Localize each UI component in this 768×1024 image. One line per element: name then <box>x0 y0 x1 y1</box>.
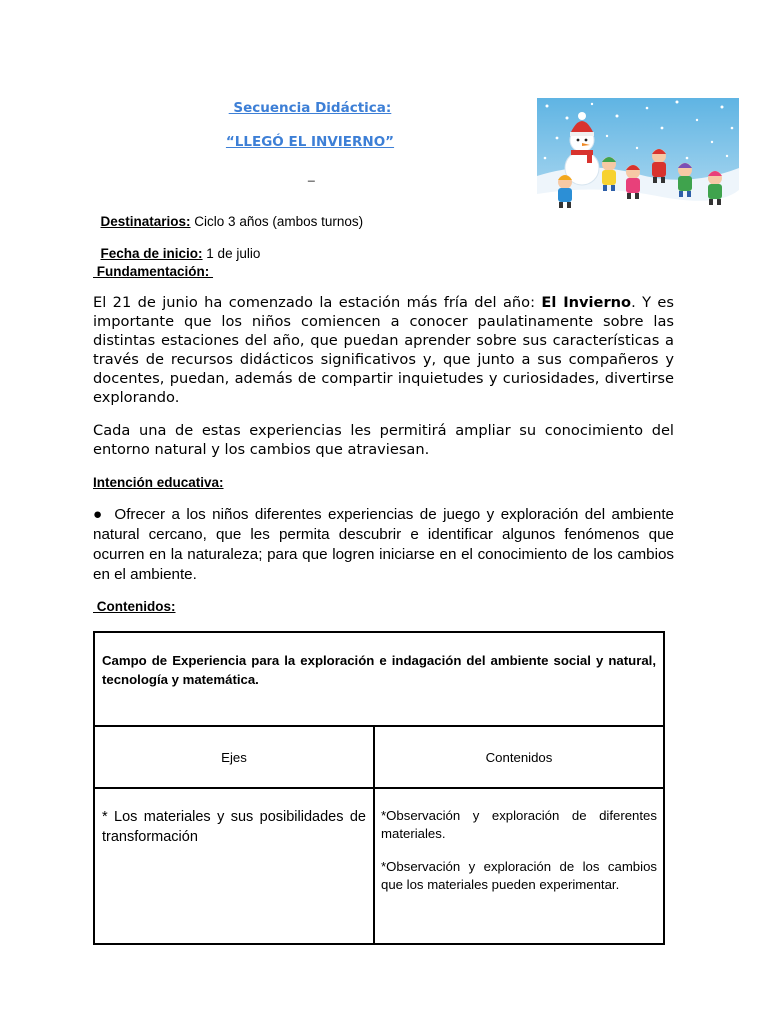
table-row <box>94 726 664 788</box>
document-title[interactable]: Secuencia Didáctica: <box>228 100 392 116</box>
table-row <box>94 788 664 944</box>
fecha-inicio-value: 1 de julio <box>202 246 261 261</box>
intencion-text: Ofrecer a los niños diferentes experiencias de juego y exploración del ambiente natural cercano, que les permita descubrir e identificar algunos fenómenos que ocurren en la naturaleza; para que logren iniciarse en el conocimiento de los cambios en el ambiente. <box>93 506 674 583</box>
contenido-item-2: *Observación y exploración de los cambios que los materiales pueden experimentar. <box>381 859 657 892</box>
fundamentacion-paragraph-2: Cada una de estas experiencias les permitirá ampliar su conocimiento del entorno natural y los cambios que atraviesan. <box>93 422 674 458</box>
placeholder-dash: _ <box>308 168 315 182</box>
contenidos-cell <box>374 788 664 944</box>
document-subtitle[interactable]: “LLEGÓ EL INVIERNO” <box>225 134 395 150</box>
fundamentacion-p1-end: . Y es importante que los niños comiencen a conocer paulatinamente sobre las distintas estaciones del año, que puedan aprender sobre sus características a través de recursos didácticos significativos y, que junto a sus compañeros y docentes, puedan, además de compartir inquietudes y curiosidades, divertirse explorando. <box>93 294 674 406</box>
ejes-header-cell: Ejes <box>94 726 374 788</box>
table-row <box>94 632 664 726</box>
el-invierno-bold: El Invierno <box>541 294 632 311</box>
winter-children-illustration <box>537 98 739 220</box>
intencion-heading: Intención educativa: <box>93 475 224 490</box>
eje-cell: * Los materiales y sus posibilidades de transformación <box>94 788 374 944</box>
destinatarios-label: Destinatarios: <box>100 214 191 229</box>
fundamentacion-heading: Fundamentación: <box>93 264 214 279</box>
destinatarios-line <box>93 199 363 229</box>
campo-experiencia-cell: Campo de Experiencia para la exploración e indagación del ambiente social y natural, tecnología y matemática. <box>94 632 664 726</box>
fecha-inicio-label: Fecha de inicio: <box>100 246 203 261</box>
fundamentacion-paragraph-1 <box>93 293 674 407</box>
contenido-item-1: *Observación y exploración de diferentes materiales. <box>381 808 657 841</box>
bullet-icon: ● <box>93 506 105 523</box>
fecha-inicio-line <box>93 231 260 261</box>
intencion-bullet-item <box>93 505 674 585</box>
contenidos-table <box>93 631 665 945</box>
destinatarios-value: Ciclo 3 años (ambos turnos) <box>190 214 364 229</box>
contenidos-heading: Contenidos: <box>93 599 176 614</box>
contenidos-header-cell: Contenidos <box>374 726 664 788</box>
fundamentacion-p1-start: El 21 de junio ha comenzado la estación más fría del año: <box>93 294 542 311</box>
